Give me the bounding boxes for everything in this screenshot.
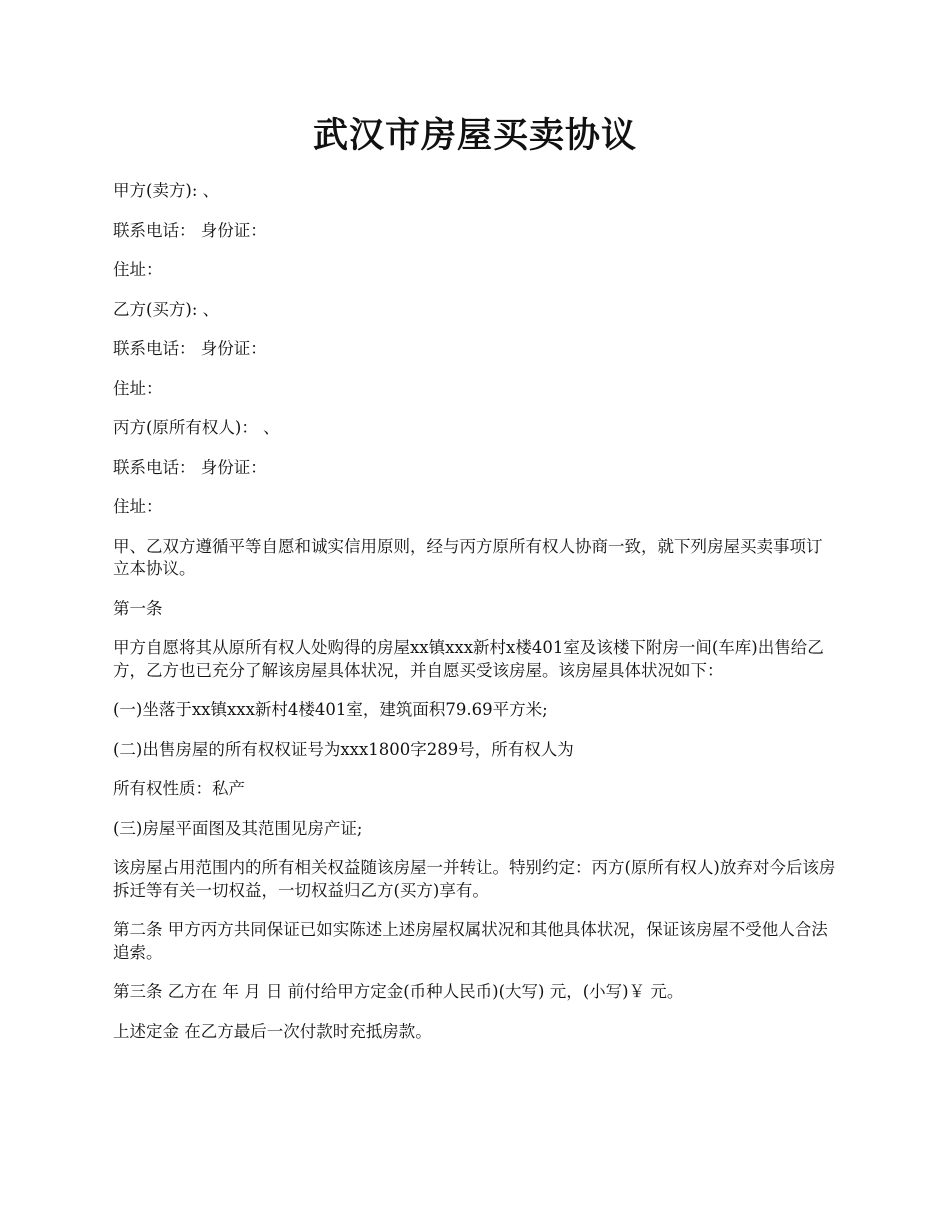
original-owner-address-line: 住址： [113, 497, 163, 516]
original-owner-party-line: 丙方(原所有权人)： 、 [113, 418, 280, 437]
deposit-offset-line: 上述定金 在乙方最后一次付款时充抵房款。 [113, 1021, 432, 1041]
ownership-type-line: 所有权性质：私产 [113, 779, 245, 798]
floor-plan-line: (三)房屋平面图及其范围见房产证; [113, 818, 363, 838]
rights-transfer-paragraph: 该房屋占用范围内的所有相关权益随该房屋一并转让。特别约定：丙方(原所有权人)放弃对今后该房拆迁等有关一切权益，一切权益归乙方(买方)享有。 [113, 858, 836, 900]
article-one-paragraph: 甲方自愿将其从原所有权人处购得的房屋xx镇xxx新村x楼401室及该楼下附房一间(车库)出售给乙方，乙方也已充分了解该房屋具体状况，并自愿买受该房屋。该房屋具体状况如下： [113, 638, 824, 680]
original-owner-contact-line: 联系电话： 身份证： [113, 457, 267, 477]
document-title: 武汉市房屋买卖协议 [312, 115, 637, 156]
property-location-line: (一)坐落于xx镇xxx新村4楼401室，建筑面积79.69平方米; [113, 700, 548, 719]
article-one-heading: 第一条 [113, 598, 163, 618]
agreement-intro-paragraph: 甲、乙双方遵循平等自愿和诚实信用原则，经与丙方原所有权人协商一致，就下列房屋买卖事项订立本协议。 [113, 536, 823, 578]
article-three-paragraph: 第三条 乙方在 年 月 日 前付给甲方定金(币种人民币)(大写) 元，(小写)￥ 元。 [113, 982, 684, 1001]
article-two-paragraph: 第二条 甲方丙方共同保证已如实陈述上述房屋权属状况和其他具体状况，保证该房屋不受他人合法追索。 [113, 920, 828, 962]
seller-contact-line: 联系电话： 身份证： [113, 220, 267, 240]
buyer-party-line: 乙方(买方): 、 [113, 299, 220, 319]
document-content [113, 112, 837, 1059]
buyer-address-line: 住址： [113, 378, 163, 398]
seller-party-line: 甲方(卖方): 、 [113, 181, 220, 200]
seller-address-line: 住址： [113, 260, 163, 279]
property-certificate-line: (二)出售房屋的所有权权证号为xxx1800字289号，所有权人为 [113, 739, 574, 759]
buyer-contact-line: 联系电话： 身份证： [113, 339, 267, 358]
